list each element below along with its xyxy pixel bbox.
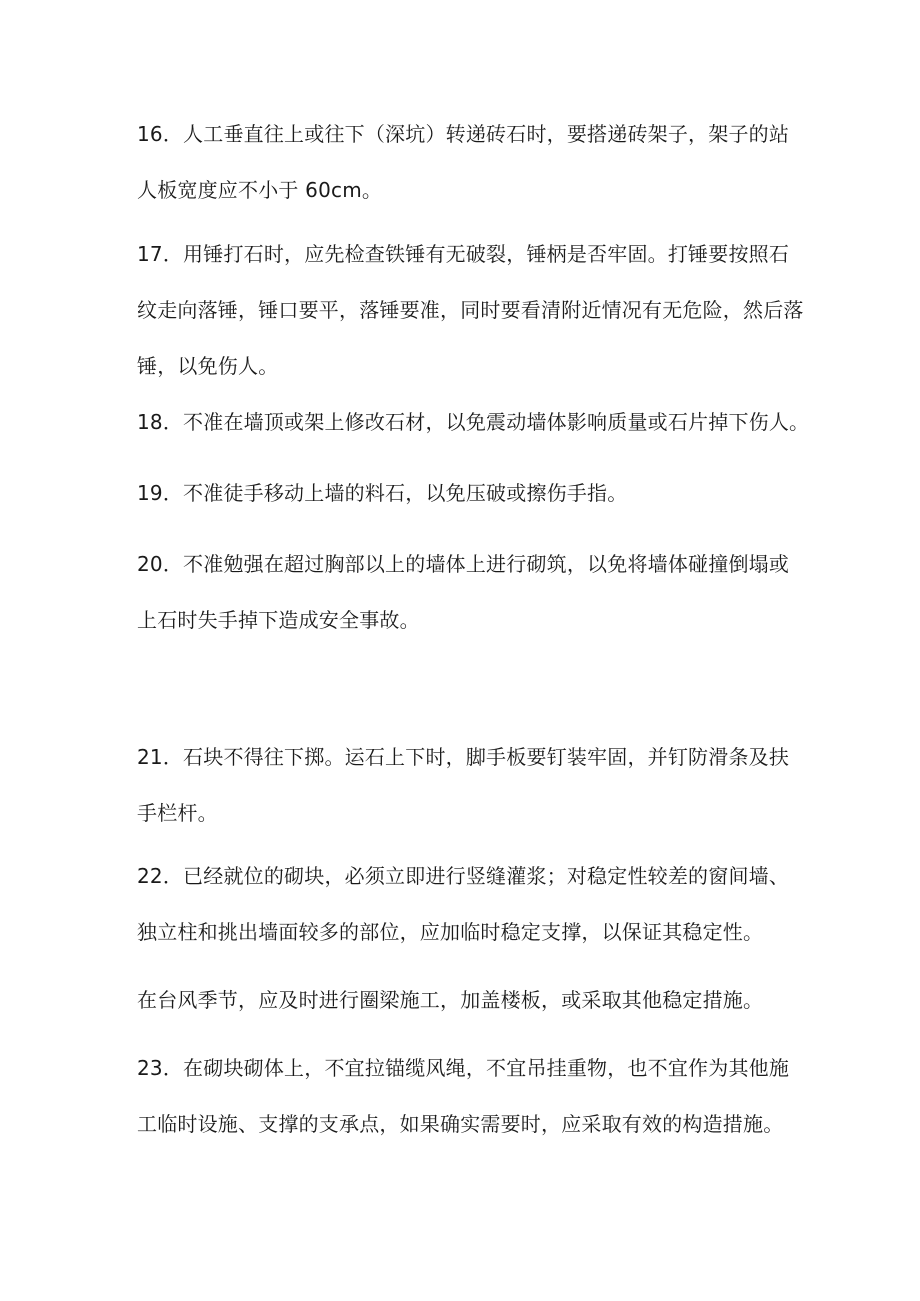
paragraph-line: ．用锤打石时，应先检查铁锤有无破裂，锤柄是否牢固。打锤要按照石: [162, 242, 790, 266]
item-number: 20: [137, 552, 163, 576]
item-number: 22: [137, 864, 163, 888]
item-number: 23: [137, 1056, 163, 1080]
paragraph-line: 独立柱和挑出墙面较多的部位，应加临时稳定支撑，以保证其稳定性。: [137, 920, 764, 944]
item-number: 19: [137, 481, 163, 505]
paragraph-line: ．在砌块砌体上，不宜拉锚缆风绳，不宜吊挂重物，也不宜作为其他施: [162, 1056, 790, 1080]
paragraph-19: [137, 465, 789, 521]
paragraph-line: 锤，以免伤人。: [137, 354, 279, 378]
paragraph-line: ．不准徒手移动上墙的料石，以免压破或擦伤手指。: [162, 481, 628, 505]
paragraph-line: ．人工垂直往上或往下（深坑）转递砖石时，要搭递砖架子，架子的站: [162, 122, 790, 146]
paragraph-16: [137, 106, 789, 218]
item-number: 18: [137, 410, 163, 434]
paragraph-line: ．石块不得往下掷。运石上下时，脚手板要钉装牢固，并钉防滑条及扶: [162, 745, 790, 769]
item-number: 17: [137, 242, 163, 266]
paragraph-22-continued: [137, 972, 789, 1028]
paragraph-20: [137, 536, 789, 648]
paragraph-line: 人板宽度应不小于 60cm。: [137, 178, 383, 202]
paragraph-line: ．不准勉强在超过胸部以上的墙体上进行砌筑，以免将墙体碰撞倒塌或: [162, 552, 790, 576]
paragraph-line: 在台风季节，应及时进行圈梁施工，加盖楼板，或采取其他稳定措施。: [137, 988, 764, 1012]
paragraph-17: [137, 226, 804, 394]
paragraph-line: ．已经就位的砌块，必须立即进行竖缝灌浆；对稳定性较差的窗间墙、: [162, 864, 790, 888]
paragraph-23: [137, 1040, 789, 1152]
item-number: 21: [137, 745, 163, 769]
paragraph-22: [137, 848, 789, 960]
paragraph-line: 上石时失手掉下造成安全事故。: [137, 608, 420, 632]
paragraph-21: [137, 729, 789, 841]
paragraph-18: [137, 394, 810, 450]
paragraph-line: ．不准在墙顶或架上修改石材，以免震动墙体影响质量或石片掉下伤人。: [162, 410, 810, 434]
paragraph-line: 纹走向落锤，锤口要平，落锤要准，同时要看清附近情况有无危险，然后落: [137, 298, 804, 322]
paragraph-line: 手栏杆。: [137, 801, 218, 825]
paragraph-line: 工临时设施、支撑的支承点，如果确实需要时，应采取有效的构造措施。: [137, 1112, 784, 1136]
item-number: 16: [137, 122, 163, 146]
